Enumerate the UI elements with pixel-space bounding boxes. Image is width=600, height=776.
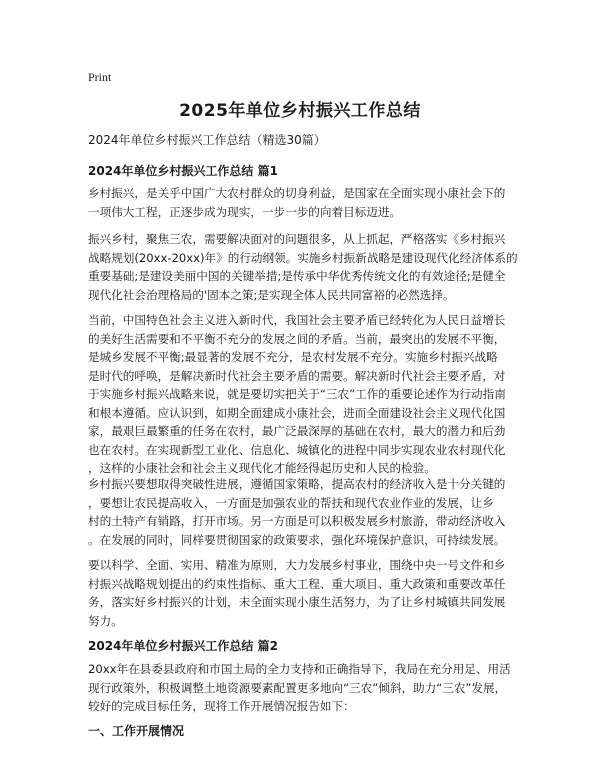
paragraph-line: 村的土特产有销路，打开市场。另一方面是可以积极发展乡村旅游，带动经济收入	[88, 514, 506, 528]
print-link[interactable]: Print	[88, 70, 112, 84]
paragraph	[88, 184, 516, 221]
paragraph-line: 战略规划(20xx-20xx)年》的行动纲领。实施乡村振新战略是建设现代化经济体系的	[88, 250, 518, 265]
paragraph-line: 较好的完成目标任务，现将工作开展情况报告如下：	[88, 699, 355, 713]
paragraph-line: 现代化社会治理格局的'固本之策;是实现全体人民共同富裕的必然选择。	[88, 287, 455, 302]
section-heading-2: 2024年单位乡村振兴工作总结 篇2	[88, 639, 278, 653]
subsection-heading: 一、工作开展情况	[88, 724, 185, 738]
paragraph	[88, 230, 516, 304]
paragraph-line: 也在农村。在实现新型工业化、信息化、城镇化的进程中同步实现农业农村现代化	[88, 442, 506, 457]
paragraph	[88, 556, 516, 630]
paragraph-line: 要以科学、全面、实用、精准为原则，大力发展乡村事业，围绕中央一号文件和乡	[88, 558, 506, 572]
paragraph-line: 努力。	[88, 613, 123, 628]
paragraph-line: 于实施乡村振兴战略来说，就是要切实把关于“三农”工作的重要论述作为行动指南	[88, 387, 506, 401]
paragraph	[88, 660, 516, 716]
paragraph-line: 。在发展的同时，同样要贯彻国家的政策要求，强化环境保护意识，可持续发展。	[88, 532, 506, 547]
paragraph-line: 现行政策外，积极调整土地资源要素配置更多地向“三农”倾斜，助力“三农”发展，	[88, 680, 507, 695]
paragraph-line: 重要基础;是建设美丽中国的关键举措;是传承中华优秀传统文化的有效途径;是健全	[88, 269, 506, 283]
section-heading-1: 2024年单位乡村振兴工作总结 篇1	[88, 164, 278, 178]
paragraph-line: ，要想让农民提高收入，一方面是加强农业的帮扶和现代农业作业的发展，让乡	[88, 495, 494, 510]
document-subtitle: 2024年单位乡村振兴工作总结（精选30篇）	[88, 133, 326, 147]
paragraph	[88, 311, 516, 478]
paragraph-line: ，这样的小康社会和社会主义现代化才能经得起历史和人民的检验。	[88, 461, 436, 475]
paragraph-line: 当前，中国特色社会主义进入新时代，我国社会主要矛盾已经转化为人民日益增长	[88, 313, 506, 327]
paragraph-line: 是城乡发展不平衡;最显著的发展不充分，是农村发展不充分。实施乡村振兴战略	[88, 350, 498, 364]
paragraph-line: 乡村振兴要想取得突破性进展，遵循国家策略，提高农村的经济收入是十分关键的	[88, 477, 506, 491]
paragraph-line: 家，最艰巨最繁重的任务在农村，最广泛最深厚的基础在农村，最大的潜力和后劲	[88, 424, 506, 438]
paragraph-line: 村振兴战略规划提出的约束性指标、重大工程、重大项目、重大政策和重要改革任	[88, 576, 506, 591]
paragraph-line: 是时代的呼唤，是解决新时代社会主要矛盾的需要。解决新时代社会主要矛盾，对	[88, 368, 506, 383]
paragraph-line: 乡村振兴，是关乎中国广大农村群众的切身利益，是国家在全面实现小康社会下的	[88, 186, 506, 200]
paragraph-line: 的美好生活需要和不平衡不充分的发展之间的矛盾。当前，最突出的发展不平衡，	[88, 331, 506, 346]
paragraph-line: 务，落实好乡村振兴的计划，未全面实现小康生活努力，为了让乡村城镇共同发展	[88, 595, 506, 609]
paragraph	[88, 475, 516, 549]
paragraph-line: 和根本遵循。应认识到，如期全面建成小康社会，进而全面建设社会主义现代化国	[88, 405, 506, 420]
document-title: 2025年单位乡村振兴工作总结	[179, 101, 421, 121]
paragraph-line: 一项伟大工程，正逐步成为现实，一步一步的向着目标迈进。	[88, 204, 402, 219]
paragraph-line: 振兴乡村，聚焦三农，需要解决面对的问题很多，从上抓起，严格落实《乡村振兴	[88, 232, 506, 246]
paragraph-line: 20xx年在县委县政府和市国土局的全力支持和正确指导下，我局在充分用足、用活	[88, 662, 511, 676]
